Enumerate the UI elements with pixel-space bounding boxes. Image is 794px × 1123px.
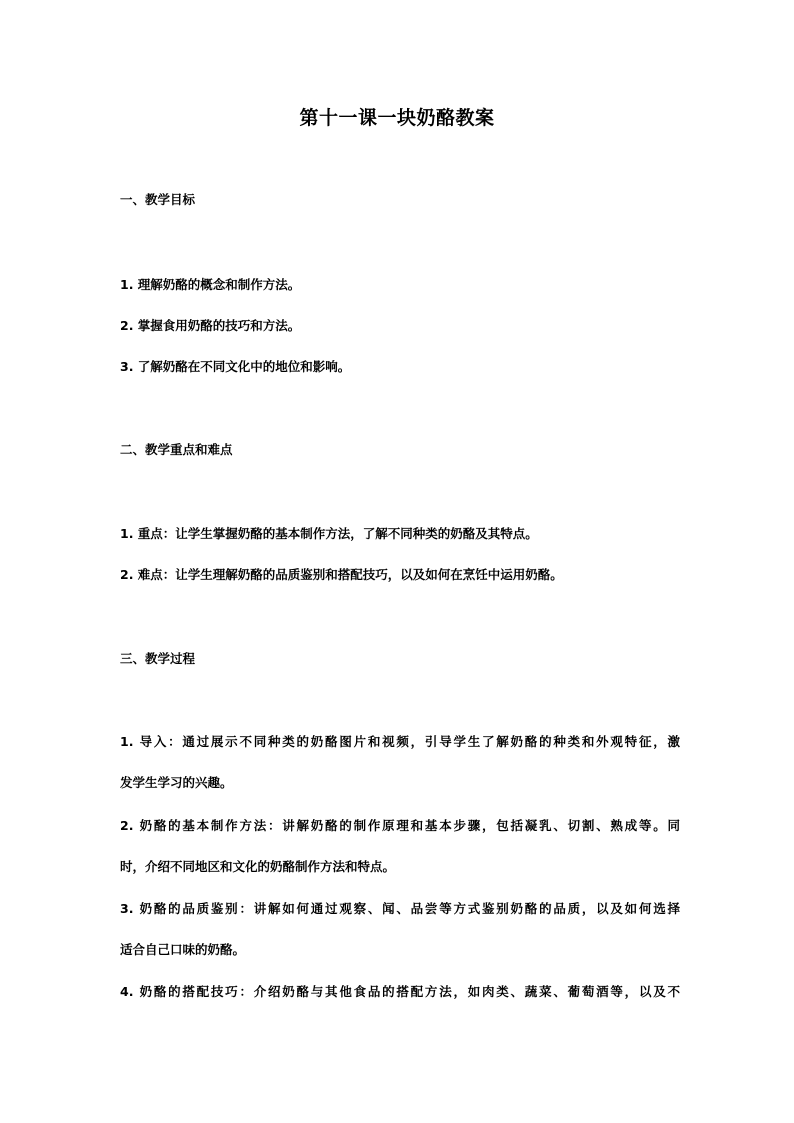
- process-item-3-line-2: 适合自己口味的奶酪。: [120, 942, 246, 957]
- process-item-1-line-2: 发学生学习的兴趣。: [120, 775, 233, 790]
- section-heading-objectives: 一、教学目标: [120, 192, 196, 207]
- process-item-4-line-1: 4. 奶酪的搭配技巧：介绍奶酪与其他食品的搭配方法，如肉类、蔬菜、葡萄酒等，以及不: [120, 984, 680, 999]
- process-item-1-line-1: 1. 导入：通过展示不同种类的奶酪图片和视频，引导学生了解奶酪的种类和外观特征，激: [120, 734, 680, 749]
- key-point-item-1: 1. 重点：让学生掌握奶酪的基本制作方法，了解不同种类的奶酪及其特点。: [120, 526, 538, 541]
- section-heading-key-points: 二、教学重点和难点: [120, 442, 233, 457]
- section-heading-process: 三、教学过程: [120, 651, 196, 666]
- process-item-2-line-1: 2. 奶酪的基本制作方法：讲解奶酪的制作原理和基本步骤，包括凝乳、切割、熟成等。同: [120, 818, 680, 833]
- process-item-2-line-2: 时，介绍不同地区和文化的奶酪制作方法和特点。: [120, 859, 396, 874]
- objective-item-2: 2. 掌握食用奶酪的技巧和方法。: [120, 318, 301, 333]
- process-item-3-line-1: 3. 奶酪的品质鉴别：讲解如何通过观察、闻、品尝等方式鉴别奶酪的品质，以及如何选择: [120, 901, 680, 916]
- key-point-item-2: 2. 难点：让学生理解奶酪的品质鉴别和搭配技巧，以及如何在烹饪中运用奶酪。: [120, 567, 563, 582]
- objective-item-1: 1. 理解奶酪的概念和制作方法。: [120, 277, 301, 292]
- document-title: 第十一课一块奶酪教案: [299, 107, 495, 129]
- objective-item-3: 3. 了解奶酪在不同文化中的地位和影响。: [120, 359, 351, 374]
